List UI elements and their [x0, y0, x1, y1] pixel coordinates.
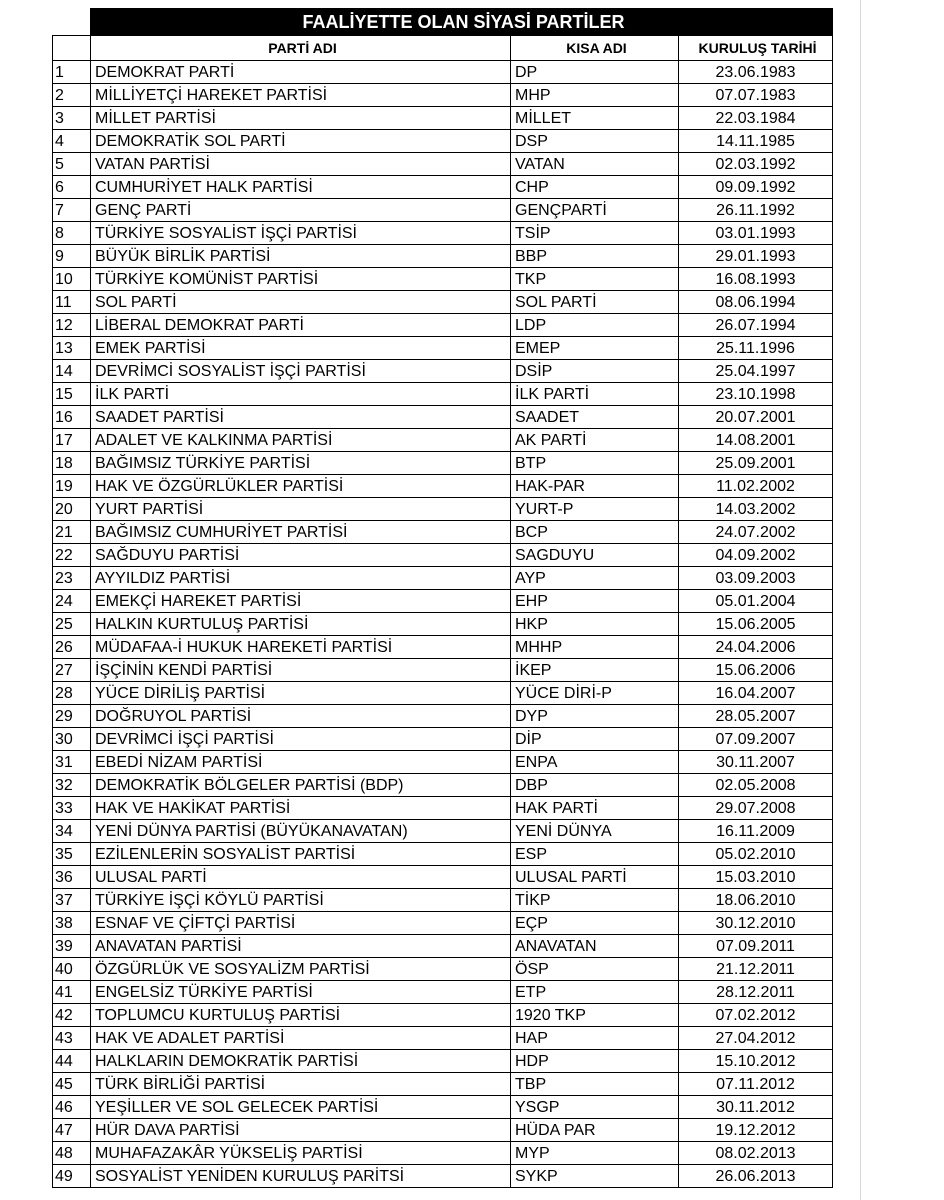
- founding-date: 28.05.2007: [679, 705, 833, 728]
- row-number: 41: [53, 981, 91, 1004]
- founding-date: 07.09.2011: [679, 935, 833, 958]
- party-name: DEVRİMCİ SOSYALİST İŞÇİ PARTİSİ: [91, 360, 511, 383]
- row-number: 35: [53, 843, 91, 866]
- row-number: 24: [53, 590, 91, 613]
- table-row: [53, 567, 833, 590]
- row-number: 2: [53, 84, 91, 107]
- founding-date: 14.03.2002: [679, 498, 833, 521]
- table-row: [53, 1165, 833, 1188]
- row-number: 33: [53, 797, 91, 820]
- table-row: [53, 820, 833, 843]
- row-number: 8: [53, 222, 91, 245]
- party-short-name: YÜCE DİRİ-P: [511, 682, 679, 705]
- party-name: BÜYÜK BİRLİK PARTİSİ: [91, 245, 511, 268]
- row-number: 31: [53, 751, 91, 774]
- party-name: YENİ DÜNYA PARTİSİ (BÜYÜKANAVATAN): [91, 820, 511, 843]
- table-row: [53, 521, 833, 544]
- table-row: [53, 360, 833, 383]
- party-name: TÜRK BİRLİĞİ PARTİSİ: [91, 1073, 511, 1096]
- row-number: 1: [53, 61, 91, 84]
- table-row: [53, 544, 833, 567]
- row-number: 36: [53, 866, 91, 889]
- founding-date: 24.04.2006: [679, 636, 833, 659]
- party-name: SAADET PARTİSİ: [91, 406, 511, 429]
- table-row: [53, 981, 833, 1004]
- party-name: YEŞİLLER VE SOL GELECEK PARTİSİ: [91, 1096, 511, 1119]
- founding-date: 14.08.2001: [679, 429, 833, 452]
- party-name: HÜR DAVA PARTİSİ: [91, 1119, 511, 1142]
- party-short-name: DİP: [511, 728, 679, 751]
- party-short-name: EÇP: [511, 912, 679, 935]
- row-number: 12: [53, 314, 91, 337]
- header-no: [53, 36, 91, 61]
- founding-date: 03.01.1993: [679, 222, 833, 245]
- row-number: 46: [53, 1096, 91, 1119]
- row-number: 5: [53, 153, 91, 176]
- table-row: [53, 866, 833, 889]
- party-short-name: MHHP: [511, 636, 679, 659]
- table-row: [53, 337, 833, 360]
- party-short-name: MHP: [511, 84, 679, 107]
- party-name: HAK VE ADALET PARTİSİ: [91, 1027, 511, 1050]
- party-short-name: SYKP: [511, 1165, 679, 1188]
- party-name: DEMOKRATİK BÖLGELER PARTİSİ (BDP): [91, 774, 511, 797]
- table-row: [53, 636, 833, 659]
- party-short-name: MİLLET: [511, 107, 679, 130]
- party-name: EZİLENLERİN SOSYALİST PARTİSİ: [91, 843, 511, 866]
- founding-date: 19.12.2012: [679, 1119, 833, 1142]
- table-row: [53, 1142, 833, 1165]
- row-number: 11: [53, 291, 91, 314]
- founding-date: 26.11.1992: [679, 199, 833, 222]
- row-number: 23: [53, 567, 91, 590]
- party-short-name: HDP: [511, 1050, 679, 1073]
- founding-date: 07.11.2012: [679, 1073, 833, 1096]
- row-number: 20: [53, 498, 91, 521]
- row-number: 6: [53, 176, 91, 199]
- party-name: İŞÇİNİN KENDİ PARTİSİ: [91, 659, 511, 682]
- row-number: 14: [53, 360, 91, 383]
- row-number: 16: [53, 406, 91, 429]
- table-row: [53, 268, 833, 291]
- party-name: HAK VE HAKİKAT PARTİSİ: [91, 797, 511, 820]
- founding-date: 08.02.2013: [679, 1142, 833, 1165]
- table-row: [53, 659, 833, 682]
- party-short-name: DP: [511, 61, 679, 84]
- row-number: 3: [53, 107, 91, 130]
- founding-date: 03.09.2003: [679, 567, 833, 590]
- party-name: YURT PARTİSİ: [91, 498, 511, 521]
- row-number: 34: [53, 820, 91, 843]
- party-short-name: DSİP: [511, 360, 679, 383]
- table-row: [53, 682, 833, 705]
- row-number: 10: [53, 268, 91, 291]
- table-row: [53, 912, 833, 935]
- founding-date: 08.06.1994: [679, 291, 833, 314]
- founding-date: 02.03.1992: [679, 153, 833, 176]
- party-name: TOPLUMCU KURTULUŞ PARTİSİ: [91, 1004, 511, 1027]
- party-short-name: ANAVATAN: [511, 935, 679, 958]
- row-number: 19: [53, 475, 91, 498]
- party-short-name: YENİ DÜNYA: [511, 820, 679, 843]
- table-row: [53, 176, 833, 199]
- founding-date: 21.12.2011: [679, 958, 833, 981]
- row-number: 44: [53, 1050, 91, 1073]
- founding-date: 11.02.2002: [679, 475, 833, 498]
- table-row: [53, 1027, 833, 1050]
- founding-date: 16.04.2007: [679, 682, 833, 705]
- party-name: GENÇ PARTİ: [91, 199, 511, 222]
- row-number: 48: [53, 1142, 91, 1165]
- party-short-name: EMEP: [511, 337, 679, 360]
- party-name: DEMOKRAT PARTİ: [91, 61, 511, 84]
- party-short-name: TBP: [511, 1073, 679, 1096]
- founding-date: 29.01.1993: [679, 245, 833, 268]
- row-number: 40: [53, 958, 91, 981]
- table-row: [53, 705, 833, 728]
- founding-date: 14.11.1985: [679, 130, 833, 153]
- party-name: ESNAF VE ÇİFTÇİ PARTİSİ: [91, 912, 511, 935]
- founding-date: 30.11.2007: [679, 751, 833, 774]
- founding-date: 24.07.2002: [679, 521, 833, 544]
- founding-date: 29.07.2008: [679, 797, 833, 820]
- table-row: [53, 84, 833, 107]
- document-page: [52, 8, 832, 1188]
- founding-date: 22.03.1984: [679, 107, 833, 130]
- party-name: MÜDAFAA-İ HUKUK HAREKETİ PARTİSİ: [91, 636, 511, 659]
- party-short-name: HAK-PAR: [511, 475, 679, 498]
- table-row: [53, 1004, 833, 1027]
- row-number: 45: [53, 1073, 91, 1096]
- row-number: 29: [53, 705, 91, 728]
- party-name: HALKLARIN DEMOKRATİK PARTİSİ: [91, 1050, 511, 1073]
- table-row: [53, 199, 833, 222]
- party-short-name: GENÇPARTİ: [511, 199, 679, 222]
- party-name: BAĞIMSIZ CUMHURİYET PARTİSİ: [91, 521, 511, 544]
- party-short-name: DBP: [511, 774, 679, 797]
- founding-date: 26.06.2013: [679, 1165, 833, 1188]
- party-name: ÖZGÜRLÜK VE SOSYALİZM PARTİSİ: [91, 958, 511, 981]
- row-number: 21: [53, 521, 91, 544]
- party-name: ANAVATAN PARTİSİ: [91, 935, 511, 958]
- party-short-name: TKP: [511, 268, 679, 291]
- party-short-name: VATAN: [511, 153, 679, 176]
- title-row: [53, 9, 833, 36]
- party-short-name: HAK PARTİ: [511, 797, 679, 820]
- founding-date: 07.09.2007: [679, 728, 833, 751]
- table-row: [53, 774, 833, 797]
- founding-date: 25.11.1996: [679, 337, 833, 360]
- table-row: [53, 291, 833, 314]
- founding-date: 25.04.1997: [679, 360, 833, 383]
- founding-date: 27.04.2012: [679, 1027, 833, 1050]
- table-row: [53, 751, 833, 774]
- party-name: HAK VE ÖZGÜRLÜKLER PARTİSİ: [91, 475, 511, 498]
- party-name: LİBERAL DEMOKRAT PARTİ: [91, 314, 511, 337]
- party-name: İLK PARTİ: [91, 383, 511, 406]
- row-number: 22: [53, 544, 91, 567]
- row-number: 49: [53, 1165, 91, 1188]
- party-name: MİLLET PARTİSİ: [91, 107, 511, 130]
- party-name: TÜRKİYE KOMÜNİST PARTİSİ: [91, 268, 511, 291]
- party-short-name: ÖSP: [511, 958, 679, 981]
- party-short-name: İKEP: [511, 659, 679, 682]
- party-short-name: YURT-P: [511, 498, 679, 521]
- party-name: EMEKÇİ HAREKET PARTİSİ: [91, 590, 511, 613]
- table-row: [53, 498, 833, 521]
- party-short-name: İLK PARTİ: [511, 383, 679, 406]
- table-row: [53, 1119, 833, 1142]
- founding-date: 30.11.2012: [679, 1096, 833, 1119]
- party-short-name: BTP: [511, 452, 679, 475]
- party-name: EBEDİ NİZAM PARTİSİ: [91, 751, 511, 774]
- party-name: DEMOKRATİK SOL PARTİ: [91, 130, 511, 153]
- party-short-name: AK PARTİ: [511, 429, 679, 452]
- row-number: 17: [53, 429, 91, 452]
- party-short-name: 1920 TKP: [511, 1004, 679, 1027]
- table-row: [53, 1096, 833, 1119]
- party-name: ADALET VE KALKINMA PARTİSİ: [91, 429, 511, 452]
- table-row: [53, 958, 833, 981]
- row-number: 38: [53, 912, 91, 935]
- founding-date: 07.02.2012: [679, 1004, 833, 1027]
- row-number: 32: [53, 774, 91, 797]
- party-short-name: CHP: [511, 176, 679, 199]
- founding-date: 16.08.1993: [679, 268, 833, 291]
- row-number: 37: [53, 889, 91, 912]
- founding-date: 26.07.1994: [679, 314, 833, 337]
- party-name: SOSYALİST YENİDEN KURULUŞ PARİTSİ: [91, 1165, 511, 1188]
- row-number: 7: [53, 199, 91, 222]
- row-number: 28: [53, 682, 91, 705]
- table-row: [53, 889, 833, 912]
- parties-table: [52, 8, 833, 1188]
- party-short-name: SOL PARTİ: [511, 291, 679, 314]
- founding-date: 09.09.1992: [679, 176, 833, 199]
- table-row: [53, 452, 833, 475]
- party-name: DOĞRUYOL PARTİSİ: [91, 705, 511, 728]
- party-short-name: ETP: [511, 981, 679, 1004]
- party-short-name: DYP: [511, 705, 679, 728]
- table-row: [53, 728, 833, 751]
- header-founding-date: KURULUŞ TARİHİ: [679, 36, 833, 61]
- row-number: 47: [53, 1119, 91, 1142]
- party-short-name: ULUSAL PARTİ: [511, 866, 679, 889]
- party-short-name: TSİP: [511, 222, 679, 245]
- header-party-name: PARTİ ADI: [91, 36, 511, 61]
- founding-date: 15.03.2010: [679, 866, 833, 889]
- founding-date: 16.11.2009: [679, 820, 833, 843]
- party-name: MUHAFAZAKÂR YÜKSELİŞ PARTİSİ: [91, 1142, 511, 1165]
- table-row: [53, 935, 833, 958]
- table-row: [53, 590, 833, 613]
- party-name: ULUSAL PARTİ: [91, 866, 511, 889]
- party-name: MİLLİYETÇİ HAREKET PARTİSİ: [91, 84, 511, 107]
- party-short-name: BBP: [511, 245, 679, 268]
- party-name: TÜRKİYE SOSYALİST İŞÇİ PARTİSİ: [91, 222, 511, 245]
- founding-date: 15.10.2012: [679, 1050, 833, 1073]
- party-short-name: SAADET: [511, 406, 679, 429]
- party-name: CUMHURİYET HALK PARTİSİ: [91, 176, 511, 199]
- founding-date: 05.02.2010: [679, 843, 833, 866]
- row-number: 15: [53, 383, 91, 406]
- party-name: HALKIN KURTULUŞ PARTİSİ: [91, 613, 511, 636]
- party-short-name: DSP: [511, 130, 679, 153]
- row-number: 39: [53, 935, 91, 958]
- row-number: 13: [53, 337, 91, 360]
- row-number: 18: [53, 452, 91, 475]
- party-short-name: HÜDA PAR: [511, 1119, 679, 1142]
- table-row: [53, 222, 833, 245]
- party-name: ENGELSİZ TÜRKİYE PARTİSİ: [91, 981, 511, 1004]
- party-short-name: ENPA: [511, 751, 679, 774]
- founding-date: 15.06.2006: [679, 659, 833, 682]
- founding-date: 30.12.2010: [679, 912, 833, 935]
- table-row: [53, 383, 833, 406]
- table-row: [53, 406, 833, 429]
- table-row: [53, 314, 833, 337]
- party-short-name: ESP: [511, 843, 679, 866]
- table-row: [53, 429, 833, 452]
- party-short-name: AYP: [511, 567, 679, 590]
- founding-date: 07.07.1983: [679, 84, 833, 107]
- founding-date: 23.10.1998: [679, 383, 833, 406]
- table-row: [53, 130, 833, 153]
- table-row: [53, 475, 833, 498]
- header-row: [53, 36, 833, 61]
- table-row: [53, 1073, 833, 1096]
- party-short-name: LDP: [511, 314, 679, 337]
- party-name: DEVRİMCİ İŞÇİ PARTİSİ: [91, 728, 511, 751]
- row-number: 4: [53, 130, 91, 153]
- table-row: [53, 613, 833, 636]
- party-short-name: HKP: [511, 613, 679, 636]
- table-row: [53, 1050, 833, 1073]
- party-short-name: TİKP: [511, 889, 679, 912]
- founding-date: 28.12.2011: [679, 981, 833, 1004]
- page-edge: [860, 0, 861, 1200]
- party-name: VATAN PARTİSİ: [91, 153, 511, 176]
- table-row: [53, 153, 833, 176]
- party-short-name: EHP: [511, 590, 679, 613]
- party-name: YÜCE DİRİLİŞ PARTİSİ: [91, 682, 511, 705]
- party-name: BAĞIMSIZ TÜRKİYE PARTİSİ: [91, 452, 511, 475]
- table-row: [53, 61, 833, 84]
- party-short-name: MYP: [511, 1142, 679, 1165]
- row-number: 27: [53, 659, 91, 682]
- row-number: 26: [53, 636, 91, 659]
- row-number: 30: [53, 728, 91, 751]
- party-short-name: BCP: [511, 521, 679, 544]
- party-name: TÜRKİYE İŞÇİ KÖYLÜ PARTİSİ: [91, 889, 511, 912]
- founding-date: 25.09.2001: [679, 452, 833, 475]
- party-short-name: HAP: [511, 1027, 679, 1050]
- founding-date: 15.06.2005: [679, 613, 833, 636]
- party-name: AYYILDIZ PARTİSİ: [91, 567, 511, 590]
- party-short-name: SAGDUYU: [511, 544, 679, 567]
- founding-date: 05.01.2004: [679, 590, 833, 613]
- table-row: [53, 245, 833, 268]
- party-short-name: YSGP: [511, 1096, 679, 1119]
- row-number: 9: [53, 245, 91, 268]
- table-row: [53, 797, 833, 820]
- founding-date: 20.07.2001: [679, 406, 833, 429]
- table-title: FAALİYETTE OLAN SİYASİ PARTİLER: [91, 9, 833, 36]
- header-short-name: KISA ADI: [511, 36, 679, 61]
- party-name: EMEK PARTİSİ: [91, 337, 511, 360]
- row-number: 43: [53, 1027, 91, 1050]
- founding-date: 23.06.1983: [679, 61, 833, 84]
- row-number: 42: [53, 1004, 91, 1027]
- title-blank-cell: [53, 9, 91, 36]
- founding-date: 18.06.2010: [679, 889, 833, 912]
- party-name: SAĞDUYU PARTİSİ: [91, 544, 511, 567]
- table-row: [53, 107, 833, 130]
- party-name: SOL PARTİ: [91, 291, 511, 314]
- row-number: 25: [53, 613, 91, 636]
- founding-date: 04.09.2002: [679, 544, 833, 567]
- table-row: [53, 843, 833, 866]
- founding-date: 02.05.2008: [679, 774, 833, 797]
